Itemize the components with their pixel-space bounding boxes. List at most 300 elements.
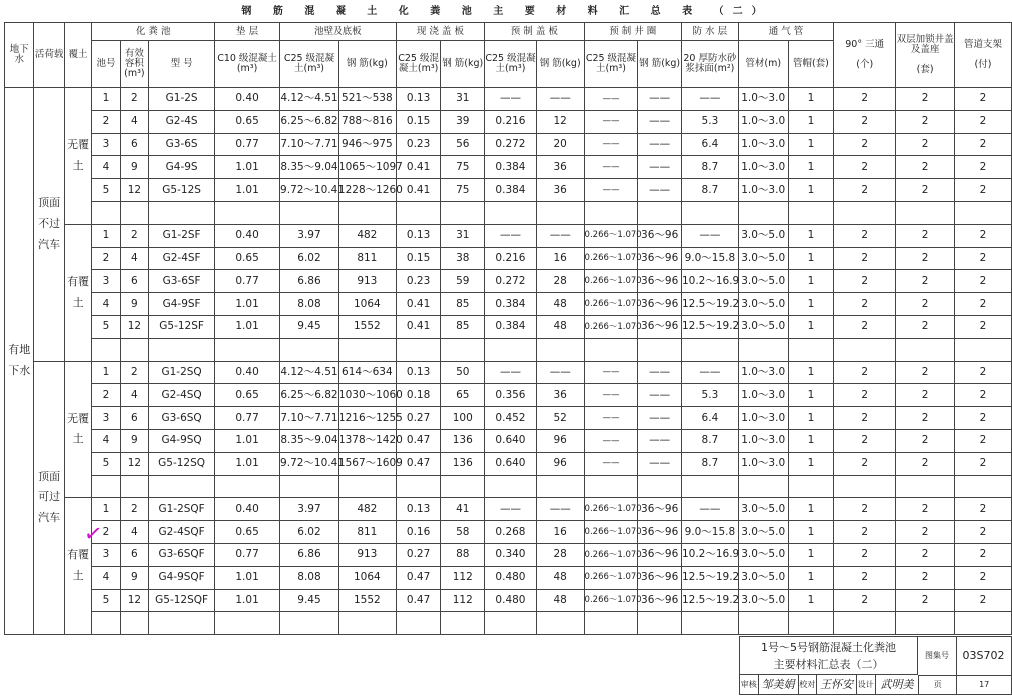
table-cell: 59 bbox=[441, 270, 485, 293]
table-cell: 0.384 bbox=[485, 156, 537, 179]
sub-guancai: 管材(m) bbox=[738, 41, 788, 88]
table-cell: 0.77 bbox=[215, 543, 280, 566]
table-cell: 2 bbox=[955, 293, 1012, 316]
empty-cell bbox=[536, 201, 584, 224]
table-cell: 3.0～5.0 bbox=[738, 543, 788, 566]
table-row bbox=[5, 247, 1012, 270]
empty-cell bbox=[396, 338, 441, 361]
table-cell: 2 bbox=[896, 361, 955, 384]
table-row bbox=[5, 475, 1012, 498]
table-cell: 0.15 bbox=[396, 247, 441, 270]
sub-c10: C10 级混凝土(m³) bbox=[215, 41, 280, 88]
empty-cell bbox=[280, 201, 339, 224]
table-cell: 9.72～10.41 bbox=[280, 179, 339, 202]
table-cell: 0.266～1.070 bbox=[584, 315, 638, 338]
table-cell: 9 bbox=[120, 566, 148, 589]
table-cell: 0.480 bbox=[485, 589, 537, 612]
table-cell: 6 bbox=[120, 407, 148, 430]
table-cell: —— bbox=[485, 224, 537, 247]
table-cell: 0.27 bbox=[396, 407, 441, 430]
table-row bbox=[5, 156, 1012, 179]
table-cell: 0.65 bbox=[215, 521, 280, 544]
table-cell: —— bbox=[638, 429, 682, 452]
table-cell: 3 bbox=[92, 133, 120, 156]
table-cell: 36～96 bbox=[638, 498, 682, 521]
table-cell: 12.5～19.2 bbox=[681, 589, 738, 612]
table-cell: G3-6SF bbox=[149, 270, 215, 293]
table-cell: 521～538 bbox=[338, 88, 396, 111]
header-dixiashui: 地下水 bbox=[5, 23, 34, 88]
empty-cell bbox=[584, 338, 638, 361]
table-body bbox=[5, 88, 1012, 635]
table-cell: 0.266～1.070 bbox=[584, 247, 638, 270]
table-cell: 0.41 bbox=[396, 156, 441, 179]
table-cell: 2 bbox=[120, 361, 148, 384]
table-cell: 3.0～5.0 bbox=[738, 498, 788, 521]
table-cell: 0.47 bbox=[396, 589, 441, 612]
table-cell: 1.0～3.0 bbox=[738, 133, 788, 156]
table-cell: 1.01 bbox=[215, 156, 280, 179]
table-cell: 7.10～7.71 bbox=[280, 133, 339, 156]
empty-cell bbox=[338, 201, 396, 224]
table-cell: 4.12～4.51 bbox=[280, 361, 339, 384]
table-cell: —— bbox=[584, 452, 638, 475]
empty-cell bbox=[149, 475, 215, 498]
table-cell: 0.384 bbox=[485, 179, 537, 202]
table-cell: 2 bbox=[834, 452, 896, 475]
table-cell: 0.266～1.070 bbox=[584, 293, 638, 316]
table-cell: 2 bbox=[896, 589, 955, 612]
page-label: 页 bbox=[919, 675, 957, 694]
table-cell: 0.23 bbox=[396, 133, 441, 156]
table-cell: 0.384 bbox=[485, 315, 537, 338]
empty-cell bbox=[338, 612, 396, 635]
table-cell: 1 bbox=[788, 452, 834, 475]
drawing-name bbox=[740, 637, 918, 675]
table-cell: 136 bbox=[441, 452, 485, 475]
empty-cell bbox=[215, 201, 280, 224]
table-cell: 48 bbox=[536, 589, 584, 612]
table-cell: 10.2～16.9 bbox=[681, 270, 738, 293]
table-cell: 28 bbox=[536, 543, 584, 566]
table-cell: 2 bbox=[92, 384, 120, 407]
table-cell: —— bbox=[584, 407, 638, 430]
group-huohezai: 顶面可过汽车 bbox=[34, 361, 64, 635]
table-cell: 0.356 bbox=[485, 384, 537, 407]
sub-gangjin4: 钢 筋(kg) bbox=[638, 41, 682, 88]
empty-cell bbox=[485, 338, 537, 361]
table-cell: —— bbox=[485, 498, 537, 521]
table-cell: —— bbox=[681, 498, 738, 521]
group-futu: 无覆土 bbox=[64, 88, 91, 225]
table-cell: 0.272 bbox=[485, 133, 537, 156]
table-cell: 9 bbox=[120, 293, 148, 316]
table-cell: 1 bbox=[788, 133, 834, 156]
page-number: 17 bbox=[979, 680, 990, 689]
table-cell: 1552 bbox=[338, 315, 396, 338]
table-cell: 0.272 bbox=[485, 270, 537, 293]
table-cell: —— bbox=[536, 361, 584, 384]
table-cell: 3 bbox=[92, 270, 120, 293]
table-cell: 0.340 bbox=[485, 543, 537, 566]
table-cell: 6.02 bbox=[280, 521, 339, 544]
empty-cell bbox=[896, 338, 955, 361]
table-cell: 2 bbox=[834, 407, 896, 430]
table-row bbox=[5, 293, 1012, 316]
table-cell: 2 bbox=[896, 247, 955, 270]
table-cell: 6.4 bbox=[681, 133, 738, 156]
empty-cell bbox=[485, 612, 537, 635]
table-cell: 2 bbox=[834, 566, 896, 589]
table-cell: 1.01 bbox=[215, 566, 280, 589]
table-cell: 1 bbox=[788, 589, 834, 612]
table-cell: 614～634 bbox=[338, 361, 396, 384]
table-cell: 48 bbox=[536, 315, 584, 338]
table-cell: 39 bbox=[441, 110, 485, 133]
table-cell: 3.0～5.0 bbox=[738, 521, 788, 544]
table-cell: 1 bbox=[788, 566, 834, 589]
table-cell: 1.0～3.0 bbox=[738, 384, 788, 407]
empty-cell bbox=[280, 475, 339, 498]
table-row bbox=[5, 566, 1012, 589]
table-cell: 2 bbox=[834, 133, 896, 156]
group-futu: 有覆土 bbox=[64, 498, 91, 635]
empty-cell bbox=[485, 475, 537, 498]
table-cell: G1-2SF bbox=[149, 224, 215, 247]
table-cell: 2 bbox=[896, 521, 955, 544]
empty-cell bbox=[441, 338, 485, 361]
table-cell: 0.266～1.070 bbox=[584, 543, 638, 566]
table-cell: 2 bbox=[955, 407, 1012, 430]
design-signature: 武明美 bbox=[876, 675, 920, 694]
table-cell: 2 bbox=[120, 498, 148, 521]
drawing-name-line2: 主要材料汇总表（二） bbox=[773, 658, 884, 671]
empty-cell bbox=[149, 201, 215, 224]
table-cell: G3-6S bbox=[149, 133, 215, 156]
empty-cell bbox=[338, 338, 396, 361]
table-cell: 52 bbox=[536, 407, 584, 430]
table-cell: 6 bbox=[120, 543, 148, 566]
table-cell: 2 bbox=[896, 133, 955, 156]
table-cell: 100 bbox=[441, 407, 485, 430]
table-cell: 5 bbox=[92, 589, 120, 612]
table-cell: 2 bbox=[834, 110, 896, 133]
table-cell: 2 bbox=[955, 589, 1012, 612]
table-cell: 36～96 bbox=[638, 315, 682, 338]
table-cell: 2 bbox=[955, 384, 1012, 407]
table-cell: G4-9SQ bbox=[149, 429, 215, 452]
empty-cell bbox=[955, 201, 1012, 224]
table-cell: 2 bbox=[955, 156, 1012, 179]
empty-cell bbox=[584, 475, 638, 498]
empty-cell bbox=[120, 201, 148, 224]
table-cell: 2 bbox=[92, 247, 120, 270]
table-cell: —— bbox=[584, 133, 638, 156]
table-cell: 88 bbox=[441, 543, 485, 566]
table-cell: 1 bbox=[788, 315, 834, 338]
table-cell: 1 bbox=[788, 521, 834, 544]
table-row bbox=[5, 270, 1012, 293]
table-cell: 2 bbox=[955, 88, 1012, 111]
table-cell: —— bbox=[584, 88, 638, 111]
table-cell: 8.7 bbox=[681, 179, 738, 202]
table-cell: 0.266～1.070 bbox=[584, 589, 638, 612]
table-cell: 7.10～7.71 bbox=[280, 407, 339, 430]
sub-fangshui: 20 厚防水砂浆抹面(m²) bbox=[681, 41, 738, 88]
sub-xinghao: 型 号 bbox=[149, 41, 215, 88]
table-cell: 3 bbox=[92, 407, 120, 430]
empty-cell bbox=[955, 475, 1012, 498]
table-cell: 1 bbox=[788, 247, 834, 270]
table-cell: 2 bbox=[955, 315, 1012, 338]
table-cell: 2 bbox=[955, 110, 1012, 133]
table-cell: 2 bbox=[834, 293, 896, 316]
table-cell: 1 bbox=[788, 110, 834, 133]
table-cell: 0.13 bbox=[396, 88, 441, 111]
table-cell: —— bbox=[638, 361, 682, 384]
table-cell: 2 bbox=[834, 224, 896, 247]
table-cell: 36～96 bbox=[638, 521, 682, 544]
table-cell: 0.47 bbox=[396, 566, 441, 589]
table-cell: —— bbox=[485, 88, 537, 111]
table-cell: 0.23 bbox=[396, 270, 441, 293]
table-cell: 75 bbox=[441, 156, 485, 179]
table-cell: —— bbox=[681, 224, 738, 247]
empty-cell bbox=[638, 612, 682, 635]
header-fangshui: 防 水 层 bbox=[681, 23, 738, 41]
table-cell: —— bbox=[681, 361, 738, 384]
group-dixiashui: 有地下水 bbox=[5, 88, 34, 635]
table-cell: 0.77 bbox=[215, 270, 280, 293]
table-cell: 1.0～3.0 bbox=[738, 407, 788, 430]
table-cell: 2 bbox=[92, 110, 120, 133]
table-cell: 12.5～19.2 bbox=[681, 315, 738, 338]
header-tongqi: 通 气 管 bbox=[738, 23, 833, 41]
empty-cell bbox=[92, 612, 120, 635]
table-cell: 58 bbox=[441, 521, 485, 544]
sub-c25c: C25 级混凝土(m³) bbox=[485, 41, 537, 88]
table-cell: 2 bbox=[896, 179, 955, 202]
table-cell: 4 bbox=[120, 384, 148, 407]
table-cell: 1.0～3.0 bbox=[738, 88, 788, 111]
table-cell: 0.266～1.070 bbox=[584, 270, 638, 293]
table-cell: 2 bbox=[120, 88, 148, 111]
table-cell: 1 bbox=[92, 361, 120, 384]
table-cell: 36～96 bbox=[638, 224, 682, 247]
table-cell: 112 bbox=[441, 589, 485, 612]
table-cell: 1 bbox=[788, 270, 834, 293]
empty-cell bbox=[215, 475, 280, 498]
table-cell: 1 bbox=[788, 407, 834, 430]
table-cell: 12 bbox=[120, 452, 148, 475]
table-cell: 1 bbox=[788, 498, 834, 521]
table-cell: 85 bbox=[441, 315, 485, 338]
table-row bbox=[5, 384, 1012, 407]
group-futu: 有覆土 bbox=[64, 224, 91, 361]
table-cell: 1 bbox=[788, 224, 834, 247]
table-cell: 4 bbox=[92, 293, 120, 316]
empty-cell bbox=[396, 475, 441, 498]
table-row bbox=[5, 110, 1012, 133]
table-cell: 1378～1420 bbox=[338, 429, 396, 452]
table-row bbox=[5, 452, 1012, 475]
table-cell: 9.72～10.41 bbox=[280, 452, 339, 475]
table-cell: G4-9SQF bbox=[149, 566, 215, 589]
table-cell: 1.01 bbox=[215, 452, 280, 475]
table-cell: 1 bbox=[788, 543, 834, 566]
table-row bbox=[5, 498, 1012, 521]
table-cell: 2 bbox=[834, 521, 896, 544]
table-cell: 85 bbox=[441, 293, 485, 316]
table-cell: 8.7 bbox=[681, 156, 738, 179]
empty-cell bbox=[738, 475, 788, 498]
table-cell: 1552 bbox=[338, 589, 396, 612]
table-cell: 4 bbox=[120, 521, 148, 544]
table-cell: 2 bbox=[955, 247, 1012, 270]
table-cell: 3.0～5.0 bbox=[738, 247, 788, 270]
table-cell: 0.480 bbox=[485, 566, 537, 589]
table-cell: 0.13 bbox=[396, 224, 441, 247]
atlas-no-label: 图集号 bbox=[918, 637, 957, 676]
table-cell: 2 bbox=[834, 315, 896, 338]
table-cell: 1.0～3.0 bbox=[738, 179, 788, 202]
empty-cell bbox=[280, 612, 339, 635]
empty-cell bbox=[788, 201, 834, 224]
table-row bbox=[5, 201, 1012, 224]
empty-cell bbox=[441, 201, 485, 224]
table-cell: 3.0～5.0 bbox=[738, 270, 788, 293]
table-cell: 2 bbox=[955, 566, 1012, 589]
empty-cell bbox=[120, 338, 148, 361]
table-cell: 4 bbox=[120, 110, 148, 133]
table-row bbox=[5, 88, 1012, 111]
table-cell: 0.216 bbox=[485, 247, 537, 270]
header-xianjiao: 现 浇 盖 板 bbox=[396, 23, 484, 41]
table-cell: G5-12SF bbox=[149, 315, 215, 338]
empty-cell bbox=[834, 612, 896, 635]
table-cell: 5 bbox=[92, 452, 120, 475]
table-cell: —— bbox=[638, 133, 682, 156]
check-mark-annotation: ✓ bbox=[82, 520, 105, 549]
empty-cell bbox=[92, 338, 120, 361]
table-cell: 0.40 bbox=[215, 88, 280, 111]
empty-cell bbox=[834, 201, 896, 224]
table-cell: 8.08 bbox=[280, 293, 339, 316]
table-title: 钢 筋 混 凝 土 化 粪 池 主 要 材 料 汇 总 表 （二） bbox=[241, 6, 771, 17]
empty-cell bbox=[584, 612, 638, 635]
sub-c25b: C25 级混凝土(m³) bbox=[396, 41, 441, 88]
table-cell: 9.0～15.8 bbox=[681, 247, 738, 270]
empty-cell bbox=[120, 612, 148, 635]
table-cell: 1228～1260 bbox=[338, 179, 396, 202]
table-cell: G1-2S bbox=[149, 88, 215, 111]
table-cell: G2-4SQ bbox=[149, 384, 215, 407]
table-cell: 3.0～5.0 bbox=[738, 566, 788, 589]
table-cell: G2-4SF bbox=[149, 247, 215, 270]
empty-cell bbox=[738, 338, 788, 361]
table-cell: 5.3 bbox=[681, 384, 738, 407]
table-cell: 8.7 bbox=[681, 429, 738, 452]
table-cell: 28 bbox=[536, 270, 584, 293]
table-cell: 2 bbox=[834, 429, 896, 452]
table-cell: 811 bbox=[338, 247, 396, 270]
table-cell: 2 bbox=[955, 498, 1012, 521]
table-cell: 36 bbox=[536, 179, 584, 202]
table-cell: 811 bbox=[338, 521, 396, 544]
table-cell: 2 bbox=[834, 361, 896, 384]
table-cell: 0.266～1.070 bbox=[584, 521, 638, 544]
table-cell: 38 bbox=[441, 247, 485, 270]
table-cell: 2 bbox=[834, 156, 896, 179]
table-cell: 3.97 bbox=[280, 224, 339, 247]
table-cell: —— bbox=[584, 361, 638, 384]
table-cell: 6.25～6.82 bbox=[280, 110, 339, 133]
empty-cell bbox=[396, 612, 441, 635]
table-cell: G2-4S bbox=[149, 110, 215, 133]
table-cell: 2 bbox=[896, 156, 955, 179]
table-cell: 1 bbox=[788, 179, 834, 202]
table-cell: 1064 bbox=[338, 293, 396, 316]
table-cell: G3-6SQ bbox=[149, 407, 215, 430]
table-cell: 8.08 bbox=[280, 566, 339, 589]
table-cell: 913 bbox=[338, 270, 396, 293]
table-row bbox=[5, 361, 1012, 384]
table-cell: 0.13 bbox=[396, 361, 441, 384]
table-cell: 9 bbox=[120, 429, 148, 452]
table-cell: 1 bbox=[788, 384, 834, 407]
table-cell: 2 bbox=[834, 247, 896, 270]
table-cell: —— bbox=[638, 384, 682, 407]
table-cell: 1 bbox=[92, 88, 120, 111]
table-cell: 12 bbox=[120, 589, 148, 612]
table-cell: 2 bbox=[896, 315, 955, 338]
table-cell: 36 bbox=[536, 156, 584, 179]
table-cell: 1064 bbox=[338, 566, 396, 589]
table-cell: 3.0～5.0 bbox=[738, 293, 788, 316]
table-cell: 3 bbox=[92, 543, 120, 566]
table-cell: 3.97 bbox=[280, 498, 339, 521]
table-cell: 1.01 bbox=[215, 315, 280, 338]
table-cell: 2 bbox=[955, 521, 1012, 544]
table-cell: 2 bbox=[896, 407, 955, 430]
table-cell: 1.01 bbox=[215, 179, 280, 202]
table-cell: 75 bbox=[441, 179, 485, 202]
table-cell: 2 bbox=[834, 270, 896, 293]
table-cell: 20 bbox=[536, 133, 584, 156]
table-cell: 2 bbox=[955, 179, 1012, 202]
empty-cell bbox=[681, 475, 738, 498]
header-yuzhi-jingquan: 预 制 井 圈 bbox=[584, 23, 681, 41]
table-cell: 4.12～4.51 bbox=[280, 88, 339, 111]
proof-signature: 王怀安 bbox=[817, 675, 857, 694]
table-cell: —— bbox=[584, 179, 638, 202]
table-cell: 1.01 bbox=[215, 293, 280, 316]
atlas-no: 03S702 bbox=[956, 637, 1011, 676]
empty-cell bbox=[396, 201, 441, 224]
table-cell: 36～96 bbox=[638, 247, 682, 270]
table-cell: 2 bbox=[896, 110, 955, 133]
table-cell: —— bbox=[638, 407, 682, 430]
sub-chihao: 池号 bbox=[92, 41, 120, 88]
table-cell: 2 bbox=[834, 179, 896, 202]
table-cell: 2 bbox=[834, 589, 896, 612]
sub-rongji: 有效容积(m³) bbox=[120, 41, 148, 88]
header-yuzhi-gaiban: 预 制 盖 板 bbox=[485, 23, 584, 41]
table-cell: 2 bbox=[834, 384, 896, 407]
table-cell: 2 bbox=[896, 293, 955, 316]
table-cell: —— bbox=[536, 224, 584, 247]
table-row bbox=[5, 133, 1012, 156]
